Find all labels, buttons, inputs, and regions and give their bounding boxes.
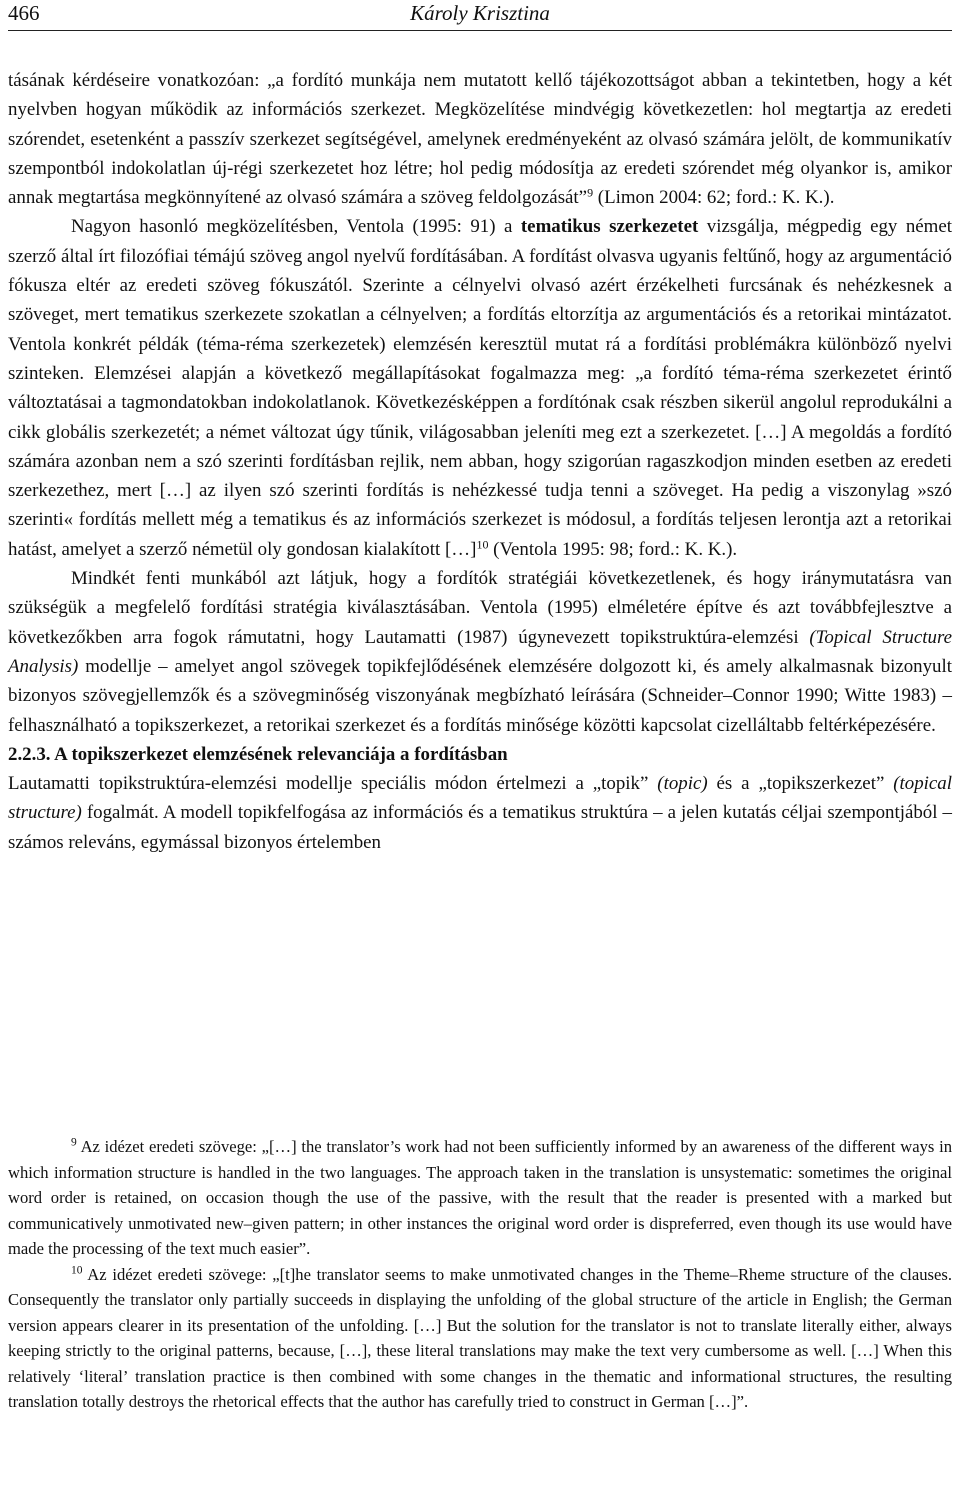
paragraph-2-citation: (Ventola 1995: 98; ford.: K. K.). (488, 538, 738, 560)
footnote-10-text: Az idézet eredeti szövege: „[t]he translator seems to make unmotivated changes in the Theme–Rheme structure of the clauses. Consequently the translator only partially succeeds in displaying the unfolding of the global structure of the article in English; the German version appears clearer in its presentation of the unfolding. […] But the solution for the translator is not to translate literally either, always keeping strictly to the original patterns, because, […], these literal translations may make the text very cumbersome as well. […] When this relatively ‘literal’ translation practice is then combined with some changes in the thematic and informational structures, the resulting translation totally destroys the rhetorical effects that the author has carefully tried to construct in German […]”. (8, 1264, 952, 1411)
footnote-9-number: 9 (71, 1136, 77, 1149)
footnote-9 (8, 1134, 952, 1262)
paragraph-4-text-end: fogalmát. A modell topikfelfogása az információs és a tematikus struktúra – a jelen kutatás céljai szempontjából – számos releváns, egymással bizonyos értelemben (8, 802, 952, 853)
paragraph-1 (8, 66, 952, 212)
paragraph-3 (8, 564, 952, 740)
paragraph-3-text: modellje – amelyet angol szövegek topikfejlődésének elemzésére dolgozott ki, és amely alkalmasnak bizonyult bizonyos szövegjellemzők és a szövegminőség viszonyának megbízható leírására (Schneider–Connor 1990; Witte 1983) – felhasználható a topikszerkezet, a retorikai szerkezet és a fordítás minősége közötti kapcsolat cizelláltabb feltérképezésére. (8, 655, 952, 736)
paragraph-3-italic-term: (Topical Structure Analysis) (8, 626, 952, 677)
page-header (8, 0, 952, 31)
running-head: Károly Krisztina (410, 1, 550, 25)
paragraph-4-italic-topical-structure: (topical structure) (8, 773, 952, 824)
paragraph-4 (8, 769, 952, 857)
paragraph-4-italic-topic: (topic) (657, 773, 708, 795)
footnote-10 (8, 1262, 952, 1415)
paragraph-1-citation: (Limon 2004: 62; ford.: K. K.). (593, 187, 835, 209)
paragraph-2 (8, 212, 952, 564)
paragraph-1-text: tásának kérdéseire vonatkozóan: „a fordító munkája nem mutatott kellő tájékozottságot abban a tekintetben, hogy a két nyelvben hogyan működik az információs szerkezet. Megközelítése mindvégig következetlen: hol megtartja az eredeti szórendet, esetenként a passzív szerkezet segítségével, amelynek eredményeként az olvasó számára jelölt, de kommunikatív szempontból indokolatlan új-régi szerkezetet hoz létre; hol pedig módosítja az eredeti szórendet még olyankor is, amikor annak megtartása megkönnyítené az olvasó számára a szöveg feldolgozását” (8, 70, 952, 209)
paragraph-2-text-start: Nagyon hasonló megközelítésben, Ventola (1995: 91) a (71, 216, 521, 238)
section-heading: 2.2.3. A topikszerkezet elemzésének relevanciája a fordításban (8, 743, 508, 765)
paragraph-2-bold-term: tematikus szerkezetet (520, 216, 699, 238)
footnote-ref-10[interactable]: 10 (476, 537, 489, 552)
footnote-ref-9[interactable]: 9 (587, 185, 594, 200)
paragraph-3-text-start: Mindkét fenti munkából azt látjuk, hogy a fordítók stratégiái következetlenek, és hogy iránymutatásra van szükségük a megfelelő fordítási stratégia kiválasztásában. Ventola (1995) elméletére építve és azt továbbfejlesztve a következőkben arra fogok rámutatni, hogy Lautamatti (1987) úgynevezett topikstruktúra-elemzési (8, 568, 952, 648)
paragraph-4-text-start: Lautamatti topikstruktúra-elemzési modellje speciális módon értelmezi a „topik” (8, 773, 658, 795)
body-text (8, 66, 952, 857)
page-number: 466 (8, 1, 40, 25)
paragraph-4-text-mid: és a „topikszerkezet” (707, 773, 894, 795)
paragraph-2-text: vizsgálja, mégpedig egy német szerző által írt filozófiai témájú szöveg angol nyelvű fordításában. A fordítást olvasva ugyanis feltűnő, hogy az argumentáció fókusza eltér az eredeti szöveg fókuszától. Szerinte a célnyelvi olvasó azért érzékelheti furcsának és nehézkesnek a szöveget, mert tematikus szerkezete szokatlan a célnyelven; a fordítás eltorzítja az argumentációs és a retorikai mintázatot. Ventola konkrét példák (téma-réma szerkezetek) elemzésén keresztül mutat rá a fordítási problémákra különböző nyelvi szinteken. Elemzései alapján a következő megállapításokat fogalmazza meg: „a fordító téma-réma szerkezetet érintő változtatásai a tagmondatokban indokolatlanok. Következésképpen a fordítónak csak részben sikerül angolul reprodukálni a cikk globális szerkezetét; a német változat úgy tűnik, világosabban jeleníti meg ezt a szerkezetet. […] A megoldás a fordító számára azonban nem a szó szerinti fordításban rejlik, nem abban, hogy szigorúan ragaszkodjon minden esetben az eredeti szerkezethez, mert […] az ilyen szó szerinti fordítás is nehézkessé tudja tenni a szöveget. Ha pedig a viszonylag »szó szerinti« fordítás mellett még a tematikus és az információs szerkezet is módosul, a fordítás teljesen lerontja azt a retorikai hatást, amelyet a szerző németül oly gondosan kialakított […] (8, 216, 952, 560)
footnote-10-number: 10 (71, 1264, 83, 1277)
footnote-9-text: Az idézet eredeti szövege: „[…] the translator’s work had not been sufficiently informed by an awareness of the different ways in which information structure is handled in the two languages. The approach taken in the translation is unsystematic: sometimes the original word order is retained, on occasion though the use of the passive, with the result that the reader is presented with a marked but communicatively unmotivated new–given pattern; in other instances the original word order is dispreferred, even though its use would have made the processing of the text much easier”. (8, 1137, 952, 1258)
footnotes (8, 1134, 952, 1415)
